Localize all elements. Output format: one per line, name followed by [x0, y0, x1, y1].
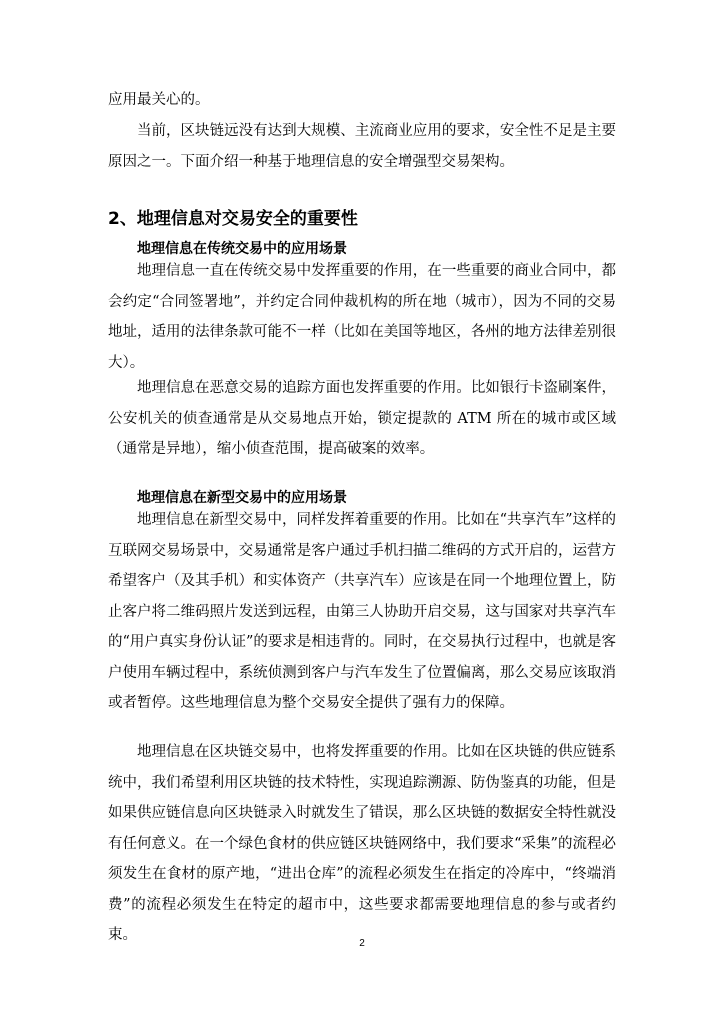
page-number: 2 [359, 938, 365, 949]
paragraph-shared-car: 地理信息在新型交易中，同样发挥着重要的作用。比如在“共享汽车”这样的互联网交易场景中，交易通常是客户通过手机扫描二维码的方式开启的，运营方希望客户（及其手机）和实体资产（共享汽车）应该是在同一个地理位置上，防止客户将二维码照片发送到远程，由第三人协助开启交易，这与国家对共享汽车的“用户真实身份认证”的要求是相违背的。同时，在交易执行过程中，也就是客户使用车辆过程中，系统侦测到客户与汽车发生了位置偏离，那么交易应该取消或者暂停。这些地理信息为整个交易安全提供了强有力的保障。 [108, 512, 616, 711]
subheading-traditional-transactions: 地理信息在传统交易中的应用场景 [137, 241, 347, 257]
subheading-new-transactions: 地理信息在新型交易中的应用场景 [137, 490, 347, 506]
paragraph-continuation: 应用最关心的。 [108, 92, 210, 108]
paragraph-malicious-tracking: 地理信息在恶意交易的追踪方面也发挥重要的作用。比如银行卡盗刷案件，公安机关的侦查通常是从交易地点开始，锁定提款的 ATM 所在的城市或区域（通常是异地），缩小侦查范围，提高破案的效率。 [108, 380, 616, 457]
paragraph-blockchain-supply-chain: 地理信息在区块链交易中，也将发挥重要的作用。比如在区块链的供应链系统中，我们希望利用区块链的技术特性，实现追踪溯源、防伪鉴真的功能，但是如果供应链信息向区块链录入时就发生了错误，那么区块链的数据安全特性就没有任何意义。在一个绿色食材的供应链区块链网络中，我们要求“采集”的流程必须发生在食材的原产地，“进出仓库”的流程必须发生在指定的冷库中，“终端消费”的流程必须发生在特定的超市中，这些要求都需要地理信息的参与或者约束。 [108, 744, 616, 943]
section-heading: 2、地理信息对交易安全的重要性 [108, 209, 358, 229]
paragraph-intro-security: 当前，区块链远没有达到大规模、主流商业应用的要求，安全性不足是主要原因之一。下面介绍一种基于地理信息的安全增强型交易架构。 [108, 123, 616, 170]
paragraph-traditional-contracts: 地理信息一直在传统交易中发挥重要的作用，在一些重要的商业合同中，都会约定“合同签署地”，并约定合同仲裁机构的所在地（城市），因为不同的交易地址，适用的法律条款可能不一样（比如在美国等地区，各州的地方法律差别很大）。 [108, 263, 616, 371]
